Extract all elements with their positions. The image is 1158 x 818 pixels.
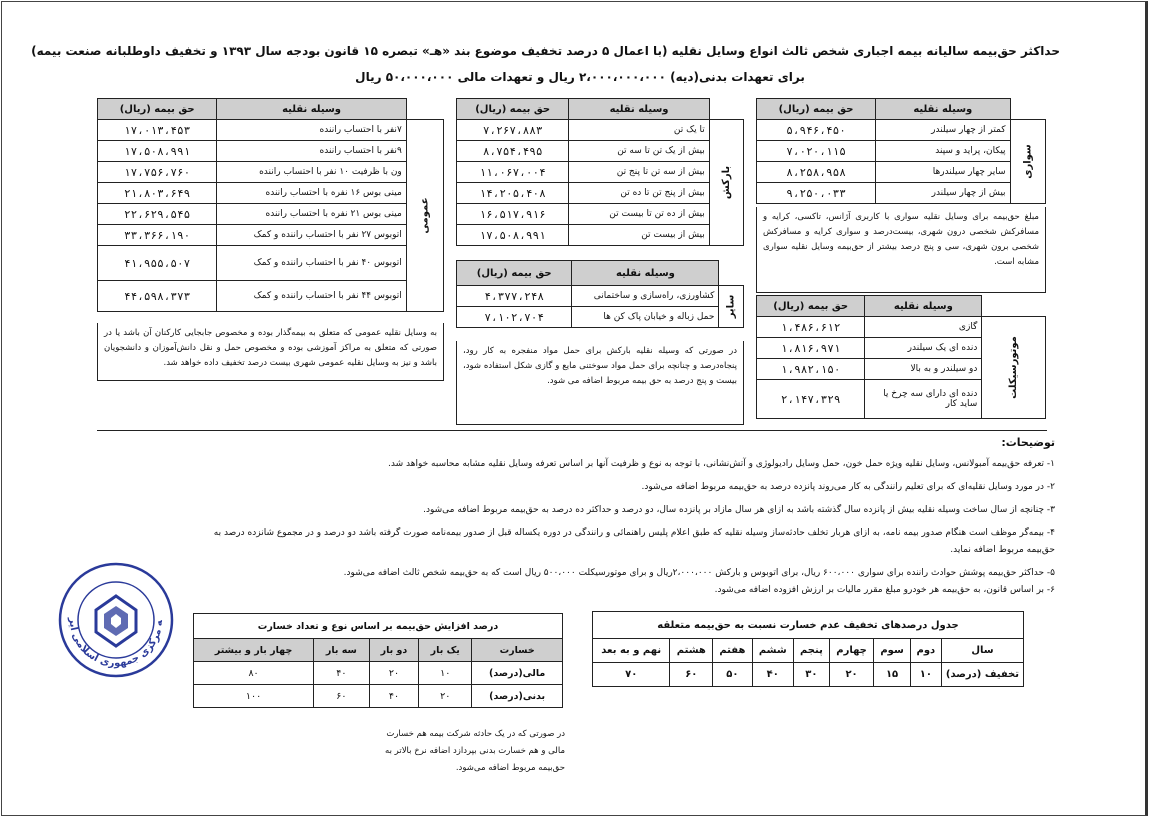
seal-icon bbox=[56, 560, 176, 680]
premium-cell: ۷،۰۲۰،۱۱۵ bbox=[757, 141, 876, 162]
vehicle-cell: کشاورزی، راه‌سازی و ساختمانی bbox=[572, 286, 719, 307]
col-header-premium: حق بیمه (ریال) bbox=[757, 99, 876, 120]
public-vehicles-table bbox=[97, 98, 444, 312]
surcharge-cell: ۲۰ bbox=[369, 662, 419, 685]
motorcycle-table bbox=[756, 295, 1046, 419]
premium-cell: ۴۴،۵۹۸،۳۷۳ bbox=[98, 281, 217, 312]
discount-value: ۵۰ bbox=[713, 663, 752, 687]
surcharge-cell: ۲۰ bbox=[419, 685, 472, 708]
group-label-other: سایر bbox=[719, 286, 744, 328]
col-header-vehicle: وسیله نقلیه bbox=[572, 261, 719, 286]
vehicle-cell: بیش از چهار سیلندر bbox=[876, 183, 1011, 204]
group-label-public: عمومی bbox=[406, 120, 443, 312]
vehicle-cell: گازی bbox=[865, 317, 982, 338]
cargo-note: در صورتی که وسیله نقلیه بارکش برای حمل مواد منفجره به کار رود، پنجاه‌درصد و چنانچه برای حمل مواد سوختنی مایع و گازی شکل استفاده شود، بیست و پنج درصد به حق بیمه مربوط اضافه می شود. bbox=[456, 341, 744, 425]
vehicle-cell: اتوبوس ۴۴ نفر با احتساب راننده و کمک bbox=[217, 281, 406, 312]
premium-cell: ۹،۲۵۰،۰۳۳ bbox=[757, 183, 876, 204]
no-claim-discount-table bbox=[592, 611, 1024, 687]
explanations-title: توضیحات: bbox=[1001, 436, 1055, 449]
premium-cell: ۱،۹۸۲،۱۵۰ bbox=[757, 359, 865, 380]
discount-value: ۳۰ bbox=[793, 663, 829, 687]
surcharge-header: چهار بار و بیشتر bbox=[194, 639, 314, 662]
explanations-list bbox=[210, 456, 1055, 599]
surcharge-header: دو بار bbox=[369, 639, 419, 662]
group-label-passenger: سواری bbox=[1010, 120, 1045, 204]
vehicle-cell: حمل زباله و خیابان پاک کن ها bbox=[572, 307, 719, 328]
explanation-item: ۱- تعرفه حق‌بیمه آمبولانس، وسایل نقلیه ویژه حمل خون، حمل وسایل رادیولوژی و آتش‌نشانی، با توجه به نوع و ظرفیت آنها بر اساس تعرفه وسایل نقلیه مشابه محاسبه خواهد شد. bbox=[388, 459, 1055, 469]
premium-cell: ۱،۸۱۶،۹۷۱ bbox=[757, 338, 865, 359]
vehicle-cell: دو سیلندر و به بالا bbox=[865, 359, 982, 380]
vehicle-cell: تا یک تن bbox=[569, 120, 709, 141]
tables-frame-line bbox=[97, 430, 1047, 431]
cargo-table bbox=[456, 98, 744, 246]
discount-year: هفتم bbox=[713, 639, 752, 663]
premium-cell: ۵،۹۴۶،۴۵۰ bbox=[757, 120, 876, 141]
explanation-item: ۶- بر اساس قانون، به حق‌بیمه هر خودرو مبلغ مقرر مالیات بر ارزش افزوده اضافه می‌شود. bbox=[714, 585, 1055, 595]
vehicle-cell: ۹نفر با احتساب راننده bbox=[217, 141, 406, 162]
col-header-premium: حق بیمه (ریال) bbox=[98, 99, 217, 120]
surcharge-cell: ۴۰ bbox=[314, 662, 370, 685]
surcharge-header: یک بار bbox=[419, 639, 472, 662]
premium-cell: ۲۲،۶۲۹،۵۴۵ bbox=[98, 204, 217, 225]
vehicle-cell: بیش از پنج تن تا ده تن bbox=[569, 183, 709, 204]
discount-value: ۴۰ bbox=[752, 663, 793, 687]
premium-cell: ۱۴،۲۰۵،۴۰۸ bbox=[457, 183, 569, 204]
explanation-item: ۳- چنانچه از سال ساخت وسیله نقلیه بیش از پانزده سال گذشته باشد به ازای هر سال مازاد بر پانزده سال، دو درصد و حداکثر ده درصد به حق‌بیمه مربوط اضافه می‌شود. bbox=[423, 505, 1055, 515]
col-header-premium: حق بیمه (ریال) bbox=[457, 261, 572, 286]
col-header-vehicle: وسیله نقلیه bbox=[217, 99, 406, 120]
surcharge-cell: ۴۰ bbox=[369, 685, 419, 708]
page-subtitle: برای تعهدات بدنی(دیه) ۲،۰۰۰،۰۰۰،۰۰۰ ریال و تعهدات مالی ۵۰،۰۰۰،۰۰۰ ریال bbox=[355, 70, 805, 84]
premium-cell: ۳۳،۳۶۶،۱۹۰ bbox=[98, 225, 217, 246]
discount-year: هشتم bbox=[670, 639, 713, 663]
premium-cell: ۱۷،۵۰۸،۹۹۱ bbox=[98, 141, 217, 162]
col-header-premium: حق بیمه (ریال) bbox=[757, 296, 865, 317]
premium-cell: ۷،۱۰۲،۷۰۴ bbox=[457, 307, 572, 328]
col-header-vehicle: وسیله نقلیه bbox=[569, 99, 709, 120]
seal-text: ه مرکزی جمهوری اسلامی ایر bbox=[66, 617, 166, 670]
discount-value: ۱۵ bbox=[874, 663, 910, 687]
other-vehicles-table bbox=[456, 260, 744, 328]
col-header-vehicle: وسیله نقلیه bbox=[876, 99, 1011, 120]
explanation-item: ۵- حداکثر حق‌بیمه پوشش حوادث راننده برای سواری ۶۰۰،۰۰۰ ریال، برای اتوبوس و بارکش ۲،۰۰۰،۰۰۰ریال و برای موتورسیکلت ۵۰۰،۰۰۰ ریال است که به حق‌بیمه شخص ثالث اضافه می‌شود. bbox=[343, 568, 1055, 578]
surcharge-header: سه بار bbox=[314, 639, 370, 662]
vehicle-cell: اتوبوس ۴۰ نفر با احتساب راننده و کمک bbox=[217, 246, 406, 281]
discount-value: ۶۰ bbox=[670, 663, 713, 687]
surcharge-cell: ۶۰ bbox=[314, 685, 370, 708]
vehicle-cell: اتوبوس ۲۷ نفر با احتساب راننده و کمک bbox=[217, 225, 406, 246]
discount-year-label: سال bbox=[941, 639, 1023, 663]
premium-cell: ۷،۲۶۷،۸۸۳ bbox=[457, 120, 569, 141]
premium-cell: ۱۱،۰۶۷،۰۰۴ bbox=[457, 162, 569, 183]
discount-year: ششم bbox=[752, 639, 793, 663]
explanation-item: ۴- بیمه‌گر موظف است هنگام صدور بیمه نامه، به ازای هربار تخلف حادثه‌ساز وسیله نقلیه که طبق اعلام پلیس راهنمائی و رانندگی در دوره یکساله قبل از صدور بیمه‌نامه صورت گرفته باشد دو درصد و در مجموع شانزده درصد به حق‌بیمه مربوط اضافه نماید. bbox=[213, 528, 1055, 555]
discount-value: ۷۰ bbox=[593, 663, 670, 687]
vehicle-cell: ون با ظرفیت ۱۰ نفر با احتساب راننده bbox=[217, 162, 406, 183]
passenger-note: مبلغ حق‌بیمه برای وسایل نقلیه سواری با کاربری آژانس، تاکسی، کرایه و مسافرکش شخصی درون شهری، بیست‌درصد و سواری کرایه و مسافرکش شخصی برون شهری، سی و پنج درصد بیشتر از حق‌بیمه وسایل نقلیه سواری مشابه است. bbox=[756, 207, 1046, 293]
vehicle-cell: سایر چهار سیلندرها bbox=[876, 162, 1011, 183]
surcharge-cell: مالی(درصد) bbox=[472, 662, 563, 685]
surcharge-header: خسارت bbox=[472, 639, 563, 662]
discount-year: چهارم bbox=[829, 639, 874, 663]
premium-cell: ۲،۱۴۷،۳۲۹ bbox=[757, 380, 865, 419]
premium-cell: ۴۱،۹۵۵،۵۰۷ bbox=[98, 246, 217, 281]
surcharge-cell: ۸۰ bbox=[194, 662, 314, 685]
premium-cell: ۴،۳۷۷،۲۴۸ bbox=[457, 286, 572, 307]
vehicle-cell: دنده ای دارای سه چرخ یا ساید کار bbox=[865, 380, 982, 419]
vehicle-cell: مینی بوس ۱۶ نفره با احتساب راننده bbox=[217, 183, 406, 204]
vehicle-cell: بیش از یک تن تا سه تن bbox=[569, 141, 709, 162]
vehicle-cell: دنده ای یک سیلندر bbox=[865, 338, 982, 359]
public-note: به وسایل نقلیه عمومی که متعلق به بیمه‌گذار بوده و مخصوص جابجایی کارکنان آن باشد یا در صورتی که متعلق به مراکز آموزشی بوده و مخصوص حمل و نقل دانش‌آموزان و دانشجویان باشد و نیز به وسایل نقلیه عمومی شهری بیست درصد تخفیف داده خواهد شد. bbox=[97, 323, 444, 381]
group-label-motorcycle: موتورسیکلت bbox=[982, 317, 1046, 419]
vehicle-cell: ۷نفر با احتساب راننده bbox=[217, 120, 406, 141]
surcharge-cell: بدنی(درصد) bbox=[472, 685, 563, 708]
discount-year: سوم bbox=[874, 639, 910, 663]
group-label-cargo: بارکش bbox=[709, 120, 743, 246]
premium-cell: ۸،۷۵۴،۴۹۵ bbox=[457, 141, 569, 162]
col-header-vehicle: وسیله نقلیه bbox=[865, 296, 982, 317]
vehicle-cell: کمتر از چهار سیلندر bbox=[876, 120, 1011, 141]
premium-cell: ۸،۲۵۸،۹۵۸ bbox=[757, 162, 876, 183]
discount-table-title: جدول درصدهای تخفیف عدم خسارت نسبت به حق‌بیمه متعلقه bbox=[593, 612, 1024, 639]
premium-cell: ۲۱،۸۰۳،۶۴۹ bbox=[98, 183, 217, 204]
surcharge-note: در صورتی که در یک حادثه شرکت بیمه هم خسارت مالی و هم خسارت بدنی بپردازد اضافه نرخ بالاتر به حق‌بیمه مربوط اضافه می‌شود. bbox=[385, 729, 565, 773]
surcharge-cell: ۱۰ bbox=[419, 662, 472, 685]
vehicle-cell: بیش از سه تن تا پنج تن bbox=[569, 162, 709, 183]
discount-value: ۱۰ bbox=[910, 663, 941, 687]
discount-label: تخفیف (درصد) bbox=[941, 663, 1023, 687]
premium-cell: ۱،۴۸۶،۶۱۲ bbox=[757, 317, 865, 338]
central-insurance-seal bbox=[56, 560, 176, 680]
claim-surcharge-table bbox=[193, 613, 563, 708]
vehicle-cell: مینی بوس ۲۱ نفره با احتساب راننده bbox=[217, 204, 406, 225]
vehicle-cell: بیش از ده تن تا بیست تن bbox=[569, 204, 709, 225]
explanation-item: ۲- در مورد وسایل نقلیه‌ای که برای تعلیم رانندگی به کار می‌روند پانزده درصد به حق‌بیمه مربوط اضافه می‌شود. bbox=[641, 482, 1055, 492]
discount-year: نهم و به بعد bbox=[593, 639, 670, 663]
vehicle-cell: پیکان، پراید و سپند bbox=[876, 141, 1011, 162]
col-header-premium: حق بیمه (ریال) bbox=[457, 99, 569, 120]
premium-cell: ۱۶،۵۱۷،۹۱۶ bbox=[457, 204, 569, 225]
surcharge-cell: ۱۰۰ bbox=[194, 685, 314, 708]
discount-year: دوم bbox=[910, 639, 941, 663]
surcharge-table-title: درصد افزایش حق‌بیمه بر اساس نوع و تعداد خسارت bbox=[194, 614, 563, 639]
premium-cell: ۱۷،۷۵۶،۷۶۰ bbox=[98, 162, 217, 183]
premium-cell: ۱۷،۵۰۸،۹۹۱ bbox=[457, 225, 569, 246]
page-title: حداکثر حق‌بیمه سالیانه بیمه اجباری شخص ثالث انواع وسایل نقلیه (با اعمال ۵ درصد تخفیف موضوع بند «هـ» تبصره ۱۵ قانون بودجه سال ۱۳۹۳ و تخفیف داوطلبانه صنعت بیمه) bbox=[31, 44, 1060, 58]
discount-value: ۲۰ bbox=[829, 663, 874, 687]
vehicle-cell: بیش از بیست تن bbox=[569, 225, 709, 246]
premium-cell: ۱۷،۰۱۳،۴۵۳ bbox=[98, 120, 217, 141]
passenger-table bbox=[756, 98, 1046, 204]
discount-year: پنجم bbox=[793, 639, 829, 663]
